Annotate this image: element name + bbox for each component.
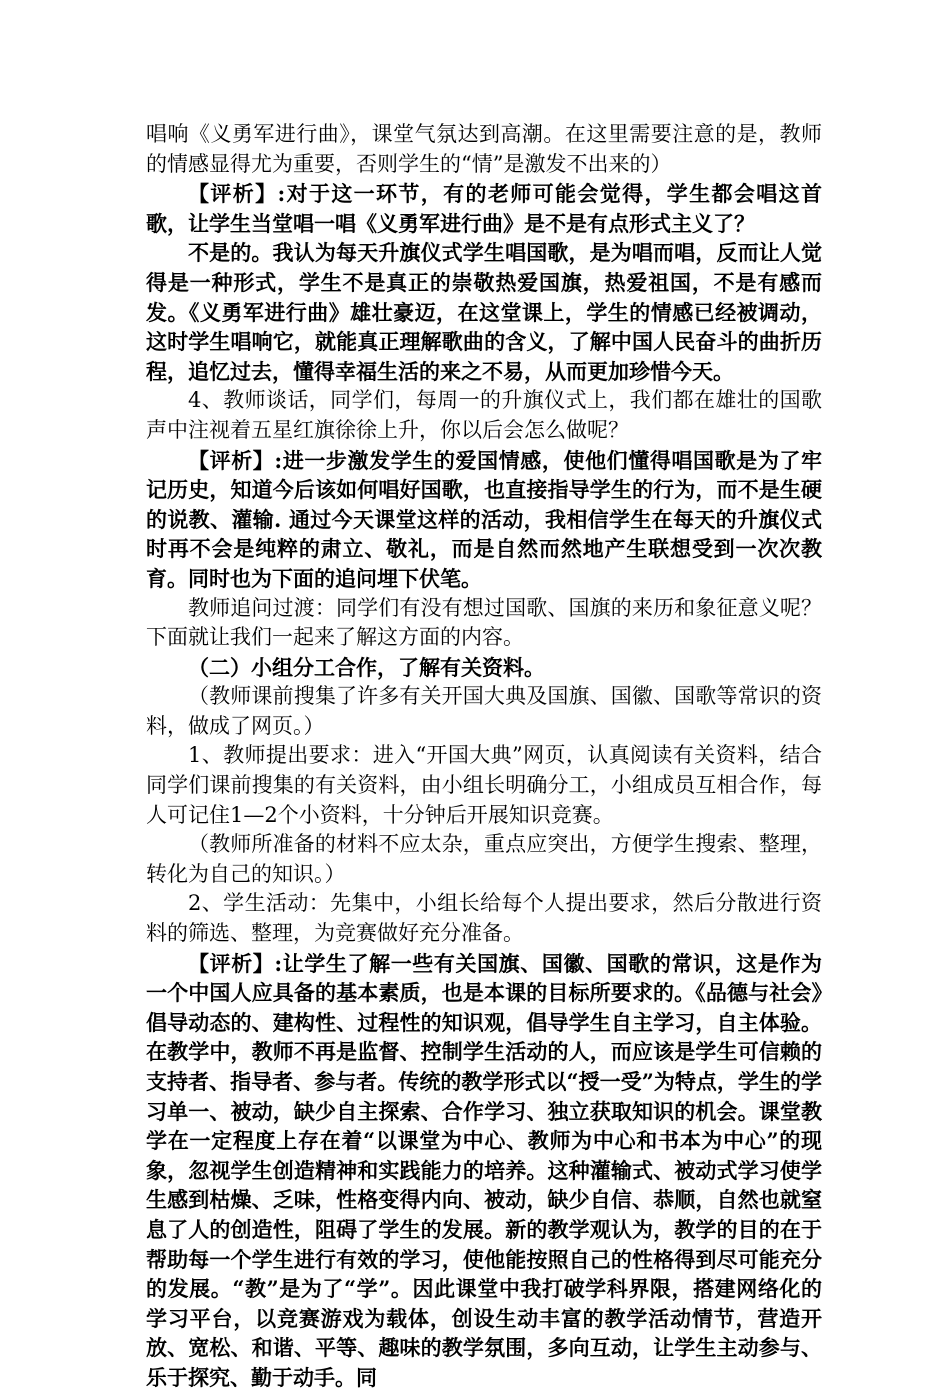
paragraph-12-text: :让学生了解一些有关国旗、国徽、国歌的常识，这是作为一个中国人应具备的基本素质，也是本课的目标所要求的。《品德与社会》倡导动态的、建构性、过程性的知识观，倡导学生自主学习，自主体验。在教学中，教师不再是监督、控制学生活动的人，而应该是学生可信赖的支持者、指导者、参与者。传统的教学形式以“授一受”为特点，学生的学习单一、被动，缺少自主探索、合作学习、独立获取知识的机会。课堂教学在一定程度上存在着“以课堂为中心、教师为中心和书本为中心”的现象，忽视学生创造精神和实践能力的培养。这种灌输式、被动式学习使学生感到枯燥、乏味，性格变得内向、被动，缺少自信、恭顺，自然也就窒息了人的创造性，阻碍了学生的发展。新的教学观认为，教学的目的在于帮助每一个学生进行有效的学习，使他能按照自己的性格得到尽可能充分的发展。“教”是为了“学”。因此课堂中我打破学科界限，搭建网络化的学习平台，以竞赛游戏为载体，创设生动丰富的教学活动情节，营造开放、宽松、和谐、平等、趣味的教学氛围，多向互动，让学生主动参与、乐于探究、勤于动手。同 xyxy=(146,950,823,1390)
section-heading: （二）小组分工合作，了解有关资料。 xyxy=(188,654,545,680)
paragraph-1: 唱响《义勇军进行曲》，课堂气氛达到高潮。在这里需要注意的是，教师的情感显得尤为重要，否则学生的“情”是激发不出来的） xyxy=(146,122,822,176)
paragraph-5-text: :进一步激发学生的爱国情感，使他们懂得唱国歌是为了牢记历史，知道今后该如何唱好国歌，也直接指导学生的行为，而不是生硬的说教、灌输. 通过今天课堂这样的活动，我相信学生在每天的升旗仪式时再不会是纯粹的肃立、敬礼，而是自然而然地产生联想受到一次次教育。同时也为下面的追问埋下伏笔。 xyxy=(146,447,823,591)
paragraph-2 xyxy=(146,179,822,238)
paragraph-12 xyxy=(146,949,822,1393)
paragraph-5 xyxy=(146,446,822,594)
paragraph-2-text: :对于这一环节，有的老师可能会觉得，学生都会唱这首歌，让学生当堂唱一唱《义勇军进行曲》是不是有点形式主义了？ xyxy=(146,181,823,236)
review-label: 【评析】 xyxy=(188,447,275,473)
paragraph-9: 1、教师提出要求：进入“开国大典”网页，认真阅读有关资料，结合同学们课前搜集的有关资料，由小组长明确分工，小组成员互相合作，每人可记住1—2个小资料，十分钟后开展知识竞赛。 xyxy=(146,743,822,827)
review-label: 【评析】 xyxy=(188,181,278,207)
paragraph-4: 4、教师谈话，同学们，每周一的升旗仪式上，我们都在雄壮的国歌声中注视着五星红旗徐徐上升，你以后会怎么做呢？ xyxy=(146,388,822,442)
paragraph-11: 2、学生活动：先集中，小组长给每个人提出要求，然后分散进行资料的筛选、整理，为竞赛做好充分准备。 xyxy=(146,891,822,946)
document-page xyxy=(146,120,822,1393)
paragraph-3: 不是的。我认为每天升旗仪式学生唱国歌，是为唱而唱，反而让人觉得是一种形式，学生不是真正的崇敬热爱国旗，热爱祖国，不是有感而发。《义勇军进行曲》雄壮豪迈，在这堂课上，学生的情感已经被调动，这时学生唱响它，就能真正理解歌曲的含义，了解中国人民奋斗的曲折历程，追忆过去，懂得幸福生活的来之不易，从而更加珍惜今天。 xyxy=(146,240,822,384)
paragraph-8: （教师课前搜集了许多有关开国大典及国旗、国徽、国歌等常识的资料，做成了网页。） xyxy=(146,684,822,738)
review-label: 【评析】 xyxy=(188,950,275,976)
paragraph-10: （教师所准备的材料不应太杂，重点应突出，方便学生搜索、整理，转化为自己的知识。） xyxy=(146,832,822,886)
paragraph-6: 教师追问过渡：同学们有没有想过国歌、国旗的来历和象征意义呢？下面就让我们一起来了解这方面的内容。 xyxy=(146,595,822,650)
